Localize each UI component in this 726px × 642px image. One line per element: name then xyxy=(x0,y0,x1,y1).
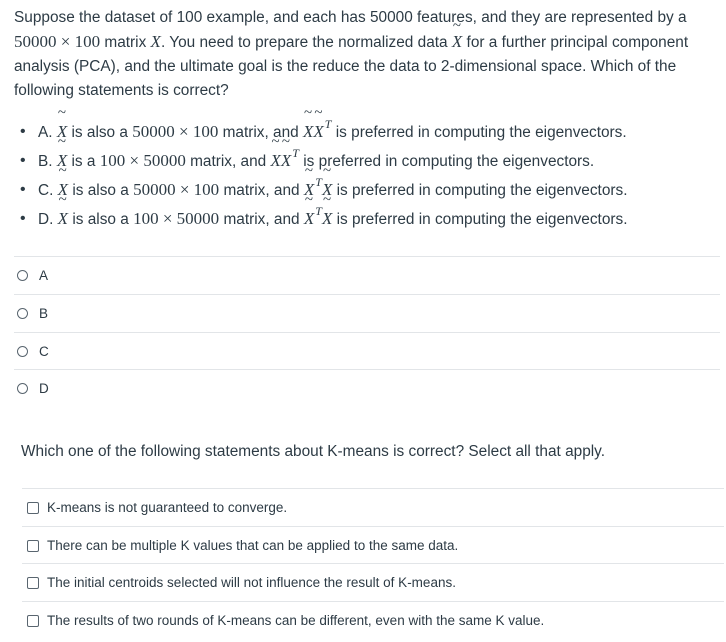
statement-d: • D. ~ X is also a 100 × 50000 matrix, and ~ $X^T\sim$ X is preferred in computing the eigenvectors. xyxy=(38,204,726,233)
option-b[interactable] xyxy=(14,294,720,332)
radio-d[interactable] xyxy=(17,383,28,394)
option-c[interactable] xyxy=(14,332,720,370)
kmeans-option-4-label: The results of two rounds of K-means can be different, even with the same K value. xyxy=(47,613,545,628)
kmeans-option-1[interactable] xyxy=(22,488,724,526)
statement-a: • A. ~ X is also a 50000 × 100 matrix, and ~ X~ $X^T$ is preferred in computing the eigenvectors. xyxy=(38,117,726,146)
kmeans-option-2[interactable] xyxy=(22,526,724,564)
question-1-part-1: Suppose the dataset of 100 example, and each has 50000 features, and they are represented by a xyxy=(14,9,687,26)
kmeans-option-4[interactable] xyxy=(22,601,724,639)
kmeans-option-2-label: There can be multiple K values that can be applied to the same data. xyxy=(47,538,459,553)
radio-a[interactable] xyxy=(17,270,28,281)
option-d-label: D xyxy=(39,381,49,396)
statement-c: • C. ~ X is also a 50000 × 100 matrix, and ~ $X^T\sim$ X is preferred in computing the eigenvectors. xyxy=(38,175,726,204)
question-1-part-4: for a further principal component analysis (PCA), and the ultimate goal is the reduce the data to 2-dimensional space. Which of the following statements is correct? xyxy=(14,34,689,99)
statement-b: • B. ~ X is a 100 × 50000 matrix, and ~ X~ $X^T$ is preferred in computing the eigenvectors. xyxy=(38,146,726,175)
statement-list xyxy=(14,117,726,233)
radio-b[interactable] xyxy=(17,308,28,319)
kmeans-option-3-label: The initial centroids selected will not influence the result of K-means. xyxy=(47,575,456,590)
x-tilde: ~ X xyxy=(452,30,462,54)
question-1-part-2: matrix xyxy=(100,34,151,51)
var-x: X xyxy=(150,32,161,51)
matrix-dims: 50000 × 100 xyxy=(14,32,101,51)
checkbox-3[interactable] xyxy=(27,577,39,589)
checkbox-4[interactable] xyxy=(27,615,39,627)
option-a[interactable] xyxy=(14,256,720,294)
kmeans-option-1-label: K-means is not guaranteed to converge. xyxy=(47,500,288,515)
kmeans-option-3[interactable] xyxy=(22,563,724,601)
option-b-label: B xyxy=(39,306,49,321)
option-d[interactable] xyxy=(14,369,720,407)
question-2-text: Which one of the following statements about K-means is correct? Select all that apply. xyxy=(21,443,606,460)
checkbox-2[interactable] xyxy=(27,540,39,552)
question-1-part-3: . You need to prepare the normalized data xyxy=(160,34,452,51)
question-1-text xyxy=(14,6,720,103)
checkbox-1[interactable] xyxy=(27,502,39,514)
option-a-label: A xyxy=(39,268,49,283)
option-c-label: C xyxy=(39,344,49,359)
radio-c[interactable] xyxy=(17,346,28,357)
